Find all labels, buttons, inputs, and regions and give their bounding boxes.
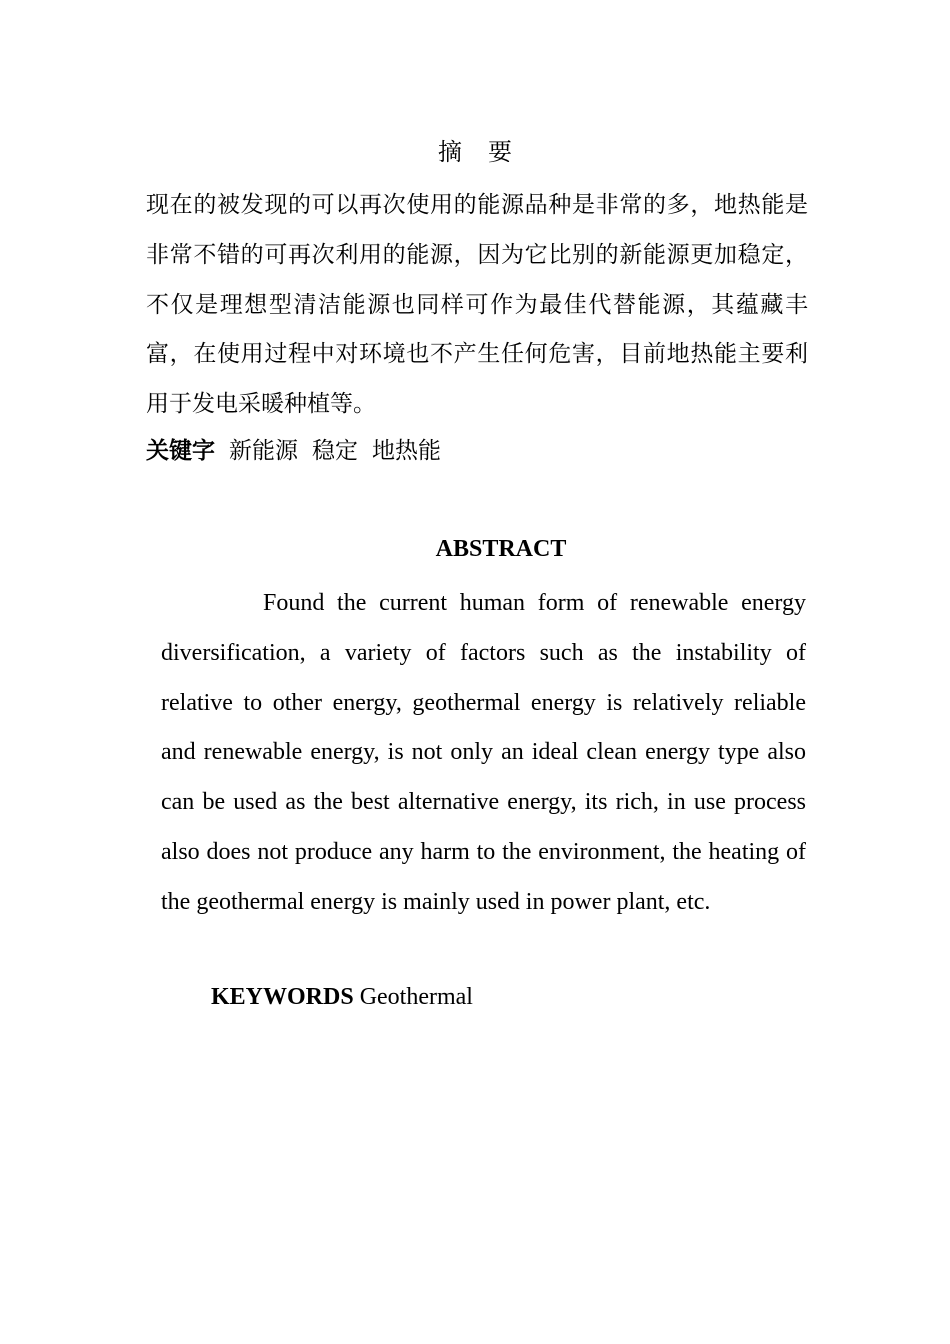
chinese-keyword: 地热能 <box>372 438 441 464</box>
chinese-keyword: 新能源 <box>229 438 298 464</box>
english-keywords <box>211 979 473 1015</box>
chinese-abstract-body: 现在的被发现的可以再次使用的能源品种是非常的多，地热能是非常不错的可再次利用的能源，因为它比别的新能源更加稳定，不仅是理想型清洁能源也同样可作为最佳代替能源，其蕴藏丰富，在使用过程中对环境也不产生任何危害，目前地热能主要利用于发电采暖种植等。 <box>146 192 808 418</box>
title-char-1: 摘 <box>438 138 462 166</box>
english-keywords-label: KEYWORDS <box>211 984 354 1010</box>
english-abstract-body: Found the current human form of renewable energy diversification, a variety of factors such as the instability of relative to other energy, geothermal energy is relatively reliable and renewable energy, is not only an ideal clean energy type also can be used as the best alternative energy, its rich, in use process also does not produce any harm to the environment, the heating of the geothermal energy is mainly used in power plant, etc. <box>161 590 806 915</box>
title-char-2: 要 <box>488 138 512 166</box>
chinese-keywords-label: 关键字 <box>146 438 215 464</box>
chinese-keyword: 稳定 <box>312 438 358 464</box>
english-keyword: Geothermal <box>359 984 473 1010</box>
chinese-keywords <box>146 431 808 471</box>
chinese-abstract-title <box>0 134 950 170</box>
english-abstract-title: ABSTRACT <box>435 536 567 562</box>
